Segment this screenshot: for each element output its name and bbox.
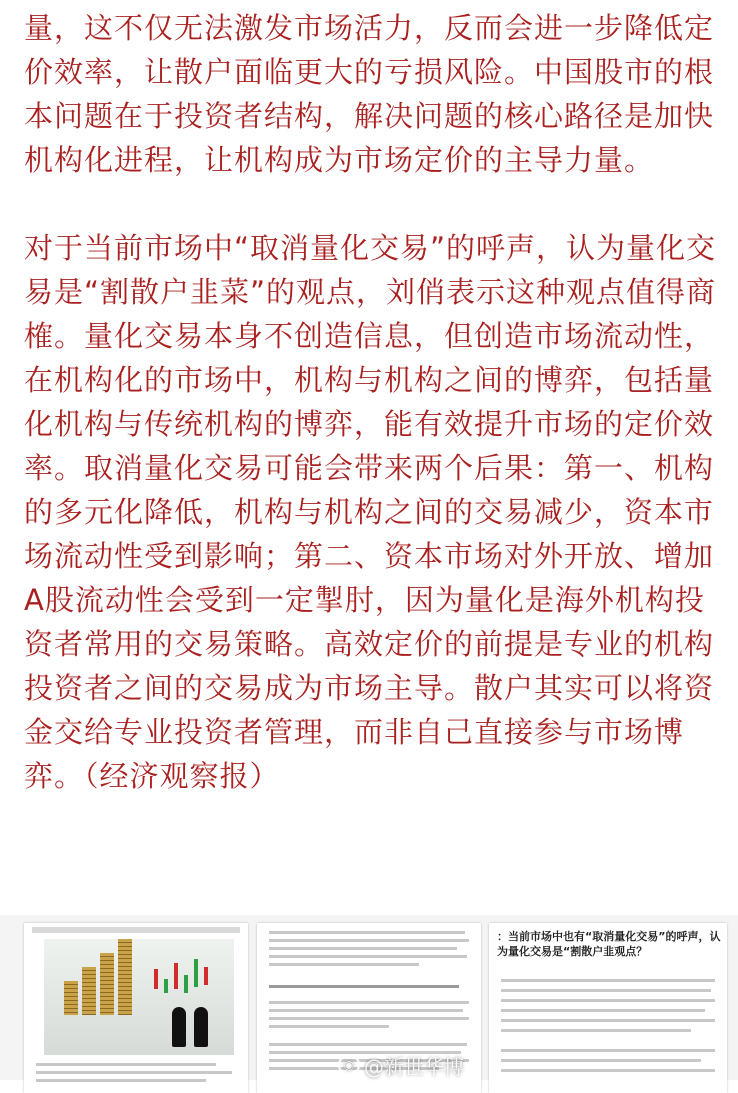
thumbnail-image-1[interactable] bbox=[24, 923, 248, 1093]
candlestick-icon bbox=[154, 969, 158, 989]
candlestick-icon bbox=[164, 979, 168, 993]
text-line bbox=[501, 999, 715, 1002]
text-line bbox=[269, 1017, 469, 1020]
text-line bbox=[269, 1009, 463, 1012]
thumbnail-image-3[interactable] bbox=[489, 923, 727, 1093]
text-line bbox=[269, 939, 469, 942]
article-paragraph-2: 对于当前市场中“取消量化交易”的呼声，认为量化交易是“割散户韭菜”的观点，刘俏表示这种观点值得商榷。量化交易本身不创造信息，但创造市场流动性，在机构化的市场中，机构与机构之间的博弈，包括量化机构与传统机构的博弈，能有效提升市场的定价效率。取消量化交易可能会带来两个后果：第一、机构的多元化降低，机构与机构之间的交易减少，资本市场流动性受到影响；第二、资本市场对外开放、增加A股流动性会受到一定掣肘，因为量化是海外机构投资者常用的交易策略。高效定价的前提是专业的机构投资者之间的交易成为市场主导。散户其实可以将资金交给专业投资者管理，而非自己直接参与市场博弈。（经济观察报） bbox=[24, 231, 717, 793]
text-line bbox=[501, 989, 711, 992]
text-line bbox=[269, 931, 465, 934]
weibo-watermark bbox=[338, 1052, 464, 1078]
thumbnail-3-title: ：当前市场中也有“取消量化交易”的呼声，认为量化交易是“割散户韭观点？ bbox=[497, 930, 721, 958]
candlestick-icon bbox=[204, 967, 208, 985]
text-line bbox=[269, 963, 419, 966]
text-line bbox=[501, 1019, 715, 1022]
watermark-text: @新世华博 bbox=[364, 1054, 464, 1079]
text-line bbox=[269, 1001, 469, 1004]
text-line bbox=[36, 1071, 232, 1074]
text-line bbox=[36, 1063, 216, 1066]
thumbnail-header-bar bbox=[32, 927, 240, 933]
text-line bbox=[269, 947, 457, 950]
article-body bbox=[24, 0, 724, 798]
candlestick-icon bbox=[174, 963, 178, 989]
text-line bbox=[501, 1009, 705, 1012]
text-line bbox=[36, 1079, 206, 1082]
candlestick-icon bbox=[194, 959, 198, 987]
coin-stack-icon bbox=[64, 981, 78, 1015]
weibo-logo-icon: ◉ bbox=[338, 1054, 360, 1076]
candlestick-icon bbox=[184, 975, 188, 993]
coin-stack-icon bbox=[118, 939, 132, 1015]
coin-stack-icon bbox=[82, 967, 96, 1015]
text-line bbox=[501, 1069, 715, 1072]
businessman-silhouette-icon bbox=[194, 1007, 208, 1047]
text-line bbox=[269, 985, 459, 988]
businessman-silhouette-icon bbox=[172, 1007, 186, 1047]
text-line bbox=[501, 1049, 715, 1052]
article-photo-icon bbox=[44, 939, 234, 1055]
text-line bbox=[501, 1029, 691, 1032]
text-line bbox=[501, 979, 715, 982]
coin-stack-icon bbox=[100, 953, 114, 1015]
text-line bbox=[269, 955, 467, 958]
article-paragraph-1: 量，这不仅无法激发市场活力，反而会进一步降低定价效率，让散户面临更大的亏损风险。中国股市的根本问题在于投资者结构，解决问题的核心路径是加快机构化进程，让机构成为市场定价的主导力量。 bbox=[24, 11, 715, 177]
text-line bbox=[269, 1025, 389, 1028]
text-line bbox=[501, 1059, 701, 1062]
text-line bbox=[269, 1043, 467, 1046]
